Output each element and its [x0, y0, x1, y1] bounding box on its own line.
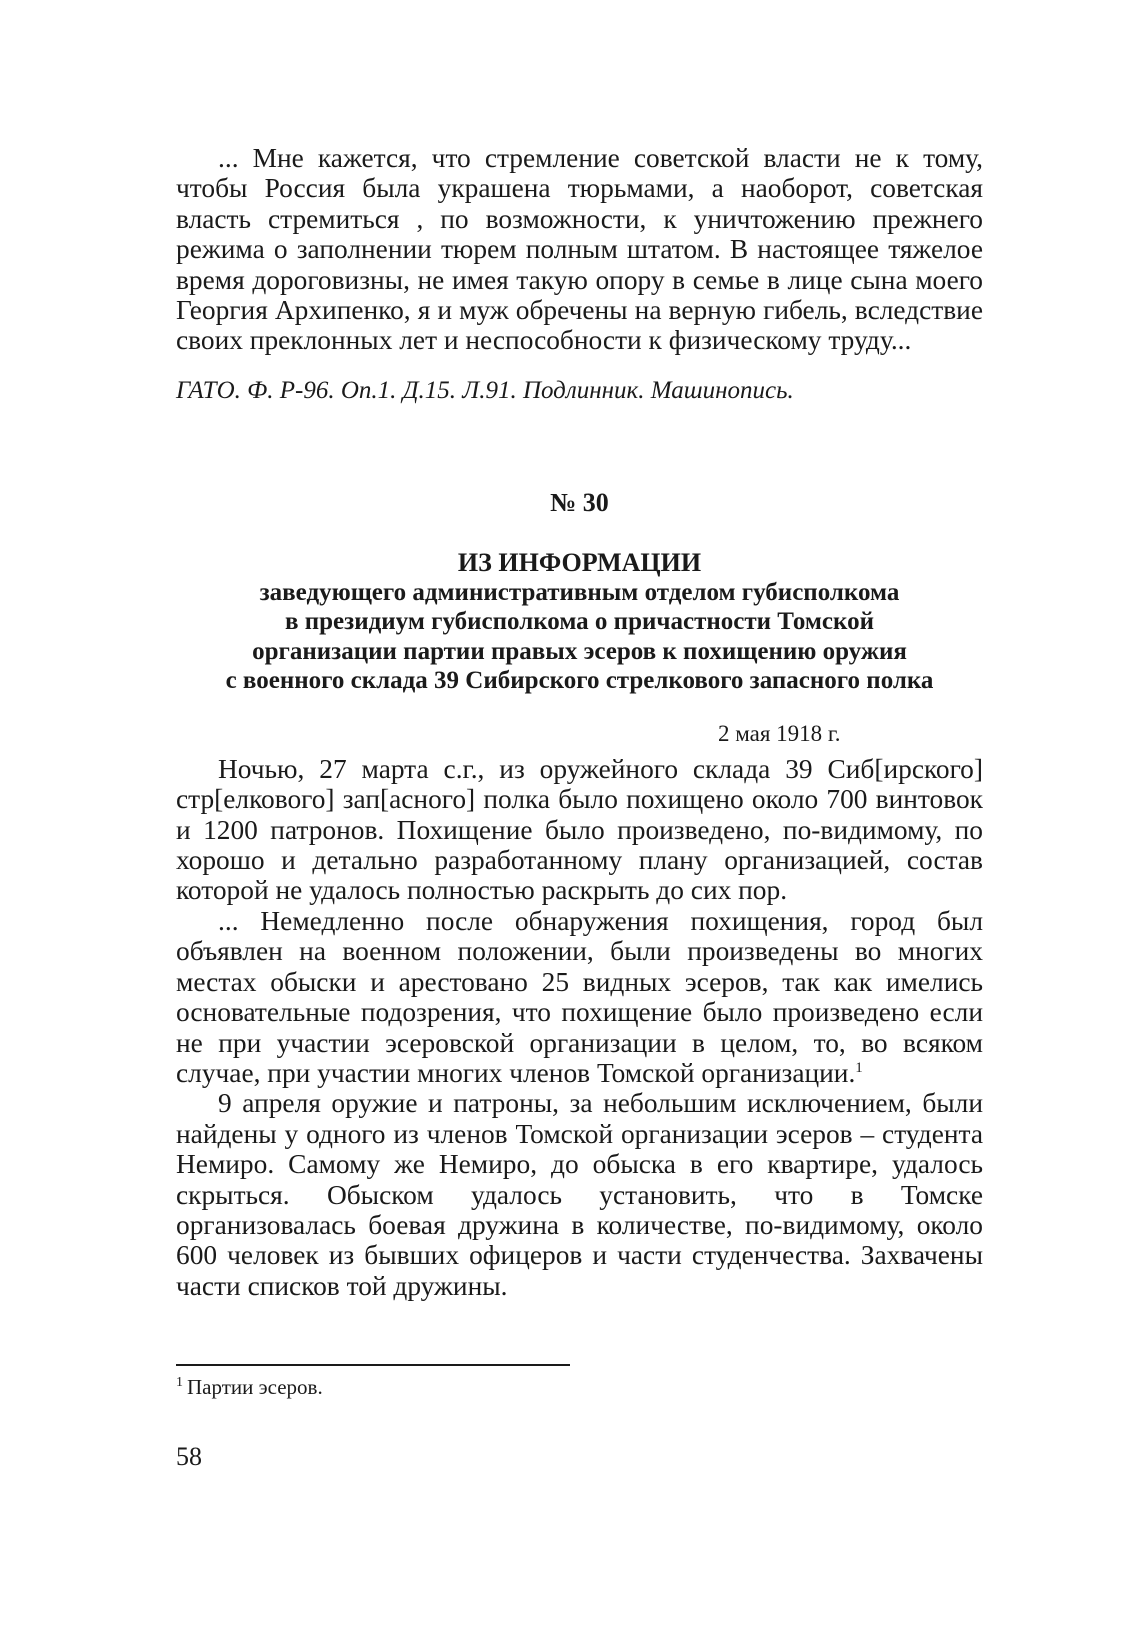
document-paragraph: Ночью, 27 марта с.г., из оружейного склада 39 Сиб[ирского] стр[елкового] зап[асного] полка было похищено около 700 винтовок и 1200 патронов. Похищение было произведено, по-видимому, по хорошо и детально разработанному плану организацией, состав которой не удалось полностью раскрыть до сих пор. — [176, 753, 983, 906]
archive-source-note: ГАТО. Ф. Р-96. Оп.1. Д.15. Л.91. Подлинник. Машинопись. — [176, 376, 794, 404]
paragraph-text: ... Немедленно после обнаружения похищения, город был объявлен на военном положении, были произведены во многих местах обыски и арестовано 25 видных эсеров, так как имелись основательные подозрения, что похищение было произведено если не при участии эсеровской организации в целом, то, во всяком случае, при участии многих членов Томской организации. — [176, 905, 983, 1088]
footnote — [176, 1374, 876, 1400]
document-number: № 30 — [550, 487, 609, 517]
document-subtitle — [176, 578, 983, 696]
document-paragraph — [176, 906, 983, 1088]
page-number: 58 — [176, 1442, 202, 1471]
previous-document-paragraph: ... Мне кажется, что стремление советской власти не к тому, чтобы Россия была украшена тюрьмами, а наоборот, советская власть стремиться , по возможности, к уничтожению прежнего режима о заполнении тюрем полным штатом. В настоящее тяжелое время дороговизны, не имея такую опору в семье в лице сына моего Георгия Архипенко, я и муж обречены на верную гибель, вследствие своих преклонных лет и неспособности к физическому труду... — [176, 143, 983, 356]
document-paragraph: 9 апреля оружие и патроны, за небольшим исключением, были найдены у одного из членов Томской организации эсеров – студента Немиро. Самому же Немиро, до обыска в его квартире, удалось скрыться. Обыском удалось установить, что в Томске организовалась боевая дружина в количестве, по-видимому, около 600 человек из бывших офицеров и части студенчества. Захвачены части списков той дружины. — [176, 1088, 983, 1301]
footnote-divider — [176, 1364, 570, 1366]
subtitle-line: заведующего административным отделом губисполкома — [259, 578, 900, 606]
footnote-mark: 1 — [176, 1375, 183, 1390]
document-title: ИЗ ИНФОРМАЦИИ — [457, 547, 702, 577]
document-date: 2 мая 1918 г. — [718, 720, 841, 746]
subtitle-line: с военного склада 39 Сибирского стрелкового запасного полка — [225, 667, 934, 695]
subtitle-line: в президиум губисполкома о причастности Томской — [285, 608, 874, 636]
footnote-text: Партии эсеров. — [187, 1375, 323, 1399]
page-body — [176, 143, 983, 1301]
subtitle-line: организации партии правых эсеров к похищению оружия — [252, 637, 907, 665]
footnote-reference: 1 — [855, 1059, 863, 1076]
